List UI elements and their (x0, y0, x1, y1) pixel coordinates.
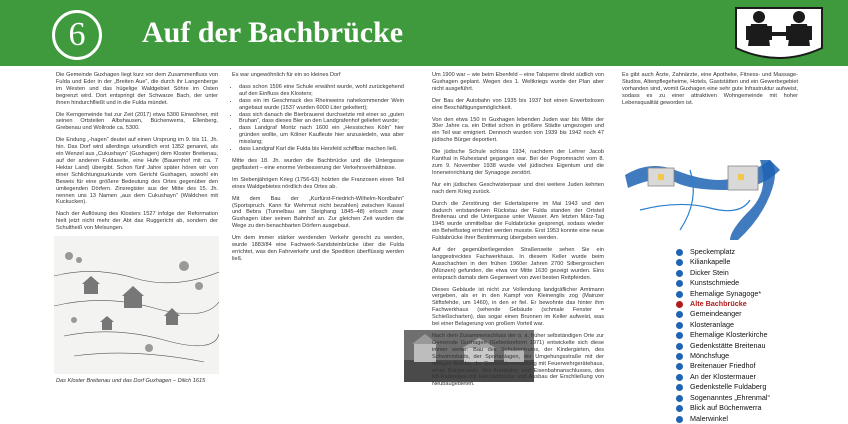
list-item: • dass ein im Geschmack des Rheinweins nahekommender Wein angebaut wurde (1537 wurden 6000 Liter gekeltert); (239, 98, 404, 112)
legend-item-active[interactable]: Alte Bachbrücke (676, 299, 770, 309)
paragraph: Es war ungewöhnlich für ein so kleines Dorf (232, 72, 341, 78)
paragraph: Mitte des 18. Jh. wurden die Bachbrücke und die Untergasse gepflastert – eine enorme Verbesserung der Verkehrsverhältnisse. (232, 157, 404, 171)
paragraph: Durch die Zerstörung der Edertalsperre im Mai 1943 und den dadurch entstandenen Rückstau der Fulda standen der Ortsteil Breitenau und die Untergasse unter Wasser. Am letzten März-Tag 1945 wurde unmittelbar die Fuldabrücke gesprengt, sodass wieder ein Behelfssteg errichtet werden musste. Erst 1953 konnte eine neue Fuldabrücke ihrer Bestimmung übergeben werden. (432, 200, 604, 242)
bullet-list (232, 84, 404, 153)
map-legend (676, 247, 770, 424)
paragraph: Um dem immer stärker werdenden Verkehr gerecht zu werden, wurde 1883/84 eine Fachwerk-Sandsteinbrücke über die Fulda errichtet, was den Fahrverkehr und die Spedition überflüssig werden ließ. (232, 235, 404, 262)
legend-item[interactable]: Sogenanntes „Ehrenmal“ (676, 393, 770, 403)
legend-item[interactable]: Breitenauer Friedhof (676, 361, 770, 371)
map-pin-icon (676, 322, 683, 329)
map-pin-icon (676, 384, 683, 391)
legend-item[interactable]: Gedenkstelle Fuldaberg (676, 382, 770, 392)
legend-item[interactable]: Kunstschmiede (676, 278, 770, 288)
list-item: • dass sich danach die Bierbrauerei durchsetzte mit einer so „guten Bruhan“, dass dieses Bier an den Landgrafenhof geliefert wurde; (239, 112, 404, 126)
legend-item[interactable]: Ehemalige Synagoge* (676, 289, 770, 299)
map-pin-icon (676, 395, 683, 402)
list-item: • dass schon 1596 eine Schule erwähnt wurde, wohl zurückgehend auf den Einfluss des Klosters; (239, 84, 404, 98)
legend-item[interactable]: Speckemplatz (676, 247, 770, 257)
paragraph: Auf der gegenüberliegenden Straßenseite sehen Sie ein langgestrecktes Fachwerkhaus. In diesem Keller wurde beim Ausschachten in den frühen 1960er Jahren 2700 Silbergroschen (Münzen) gefunden, die etwa vor Mitte 1630 gezeigt wurden. Eins entsprach damals dem Gegenwert von zwei besten Reitpferden. (432, 247, 604, 281)
list-item: • dass Landgraf Moritz nach 1600 ein „Hessisches Köln“ hier gründen wollte, um Kölner Kaufleute hier anzusiedeln, was aber misslang; (239, 125, 404, 146)
map-pin-icon (676, 259, 683, 266)
paragraph: Im Siebenjährigen Krieg (1756-63) holzten die Franzosen einen Teil eines Waldgebietes nördlich des Ortes ab. (232, 176, 404, 190)
text-column-2 (232, 72, 404, 268)
text-column-3 (432, 72, 604, 393)
paragraph: Die Kerngemeinde hat zur Zeit (2017) etwa 5300 Einwohner, mit seinen Ortsteilen Albshausen, Büchenwerra, Ellenberg, Grebenau und Wollrode ca. 5300. (56, 111, 218, 132)
map-pin-icon (676, 353, 683, 360)
legend-item[interactable]: Malerwinkel (676, 414, 770, 424)
map-pin-icon (676, 291, 683, 298)
legend-item[interactable]: Gedenkstätte Breitenau (676, 341, 770, 351)
paragraph: Nach der Auflösung des Klosters 1527 infolge der Reformation hielt jetzt nicht mehr der Abt das Ruggericht ab, sondern der Schultheiß von Melsungen. (56, 211, 218, 232)
legend-item[interactable]: Mönchsfuge (676, 351, 770, 361)
map-pin-icon (676, 270, 683, 277)
legend-item[interactable]: An der Klostermauer (676, 372, 770, 382)
page-title: Auf der Bachbrücke (142, 16, 404, 49)
paragraph: Es gibt auch Ärzte, Zahnärzte, eine Apotheke, Fitness- und Massage-Studios, Altenpflegeheime, Hotels, Gaststätten und ein Gewerbegebiet vorhanden sind, womit Guxhagen eine sehr gute Infrastruktur aufweist, sodass es zu einer attraktiven Wohngemeinde mit hoher Lebensqualität geworden ist. (622, 72, 798, 106)
paragraph: Von den etwa 150 in Guxhagen lebenden Juden war bis Mitte der 30er Jahre ca. ein Drittel schon in größere Städte umgezogen und ein Teil war emigriert. Dennoch wurden von 1939 bis 1942 noch 47 jüdische Bürger deportiert. (432, 116, 604, 144)
station-number-badge: 6 (52, 10, 102, 60)
paragraph: Nach dem Zusammenschluss der o. a. früher selbständigen Orte zur Gemeinde Guxhagen (Gebietsreform 1971) entwickelte sich diese immer weiter: Bau des Schulzentrums, der Kindergärten, des Schwimmbads, der Sportanlagen, der Umgehungsstraße mit der riesigen Brücke, der Gemeindeverwaltung mit Feuerwehrgerätehaus, eines Bürgersaals, des Autobahn- und Eisenbahnanschlusses, des Kfl-Radweges mit Fahrradbrücke und Ausbau der Erschließung von Neubaugebieten. (432, 333, 604, 388)
legend-item[interactable]: Blick auf Büchenwerra (676, 403, 770, 413)
text-column-4 (622, 72, 798, 112)
map-pin-icon (676, 405, 683, 412)
header-bar (0, 0, 848, 66)
historic-drawing-image (54, 236, 219, 374)
gemeinde-wappen-icon (718, 2, 840, 64)
paragraph: Dieses Gebäude ist nicht zur Vollendung landgräflicher Amtmann vergeben, als er in den Kampf von Kleinenglis zog (Mainzer Stiftsfehde, um 1460), in den er fiel. Er bewohnte das hinter ihm Fachwerkhaus (sehende Gebäude (schmale Fenster = Schießscharten), das sogar einen Brunnen im Keller aufweist, was bei einer Belagerung von großem Vorteil war. (432, 286, 604, 328)
map-pin-icon (676, 343, 683, 350)
legend-item[interactable]: Gemeindeanger (676, 309, 770, 319)
paragraph: Um 1900 war – wie beim Ebenfeld – eine Talsperre direkt südlich von Guxhagen geplant. Wegen des 1. Weltkriegs wurde der Plan aber nicht ausgeführt. (432, 72, 604, 92)
paragraph: Nur ein jüdisches Geschwisterpaar und drei weitere Juden kehrten nach dem Krieg zurück. (432, 181, 604, 195)
map-pin-icon (676, 301, 683, 308)
route-map (620, 150, 800, 240)
legend-item[interactable]: Kiliankapelle (676, 257, 770, 267)
map-pin-icon (676, 374, 683, 381)
legend-item[interactable]: Dicker Stein (676, 268, 770, 278)
map-pin-icon (676, 249, 683, 256)
map-pin-icon (676, 363, 683, 370)
legend-item[interactable]: Ehemalige Klosterkirche (676, 330, 770, 340)
map-pin-icon (676, 311, 683, 318)
list-item: • dass Landgraf Karl die Fulda bis Hersfeld schiffbar machen ließ. (239, 146, 404, 153)
paragraph: Die Gemeinde Guxhagen liegt kurz vor dem Zusammenfluss von Fulda und Eder in der „Breiten Aue“, die durch ihr Langenberge im Westen und das hügelige Waldgebiet Söhre im Osten begrenzt wird. Dort entspringt der Schwarze Bach, der unter ihnen hindurchfließt und in die Fulda mündet. (56, 72, 218, 106)
paragraph: Die Endung „-hagen“ deutet auf einen Ursprung im 9. bis 11. Jh. hin. Das Dorf wird allerdings urkundlich erst 1352 genannt, als ein Wenzel aus „Cukushayn“ (Guxhagen) dem Kloster Breitenau, auf der anderen Fuldaseite, eine Hufe (Bauernhof mit ca. 7 Hektar Land) übergibt. Schon fünf Jahre später hören wir von einer Schlichtungsurkunde vom Gericht Guxhagen, sowohl ein Beweis für eine größere Bedeutung des Ortes gegenüber den umliegenden Dörfern. Zinsregister aus der Mitte des 15. Jh. nennen uns 13 Namen „aus dem Cukushayn“ (Wäldchen mit Kuckucken). (56, 137, 218, 206)
paragraph: Der Bau der Autobahn von 1935 bis 1937 bot einen Erwerbslosen eine Beschäftigungsmöglichkeit. (432, 97, 604, 111)
map-pin-icon (676, 332, 683, 339)
map-pin-icon (676, 280, 683, 287)
image-caption: Das Kloster Breitenau und das Dorf Guxhagen – Dilich 1615 (56, 378, 206, 384)
paragraph: Die jüdische Schule schloss 1934, nachdem der Lehrer Jacob Kanthal in Ruhestand gegangen war. Bei der Pogromnacht vom 8. zum 9. November 1938 wurde viel jüdisches Eigentum und die Inneneinrichtung der Synagoge zerstört. (432, 149, 604, 176)
map-pin-icon (676, 416, 683, 423)
legend-item[interactable]: Klosteranlage (676, 320, 770, 330)
paragraph: Mit dem Bau der „Kurfürst-Friedrich-Wilhelm-Nordbahn“ (Sportspruch. Kann für Wehrmut nicht bezahlen) zwischen Kassel und Bebra (Tunnelbau am Steighang 1845–48) erlosch zwar Guxhagen über seinen Bahnhof an. Zur gleichen Zeit wurden die Wege zu den benachbarten Dörfern ausgebaut. (232, 195, 404, 230)
